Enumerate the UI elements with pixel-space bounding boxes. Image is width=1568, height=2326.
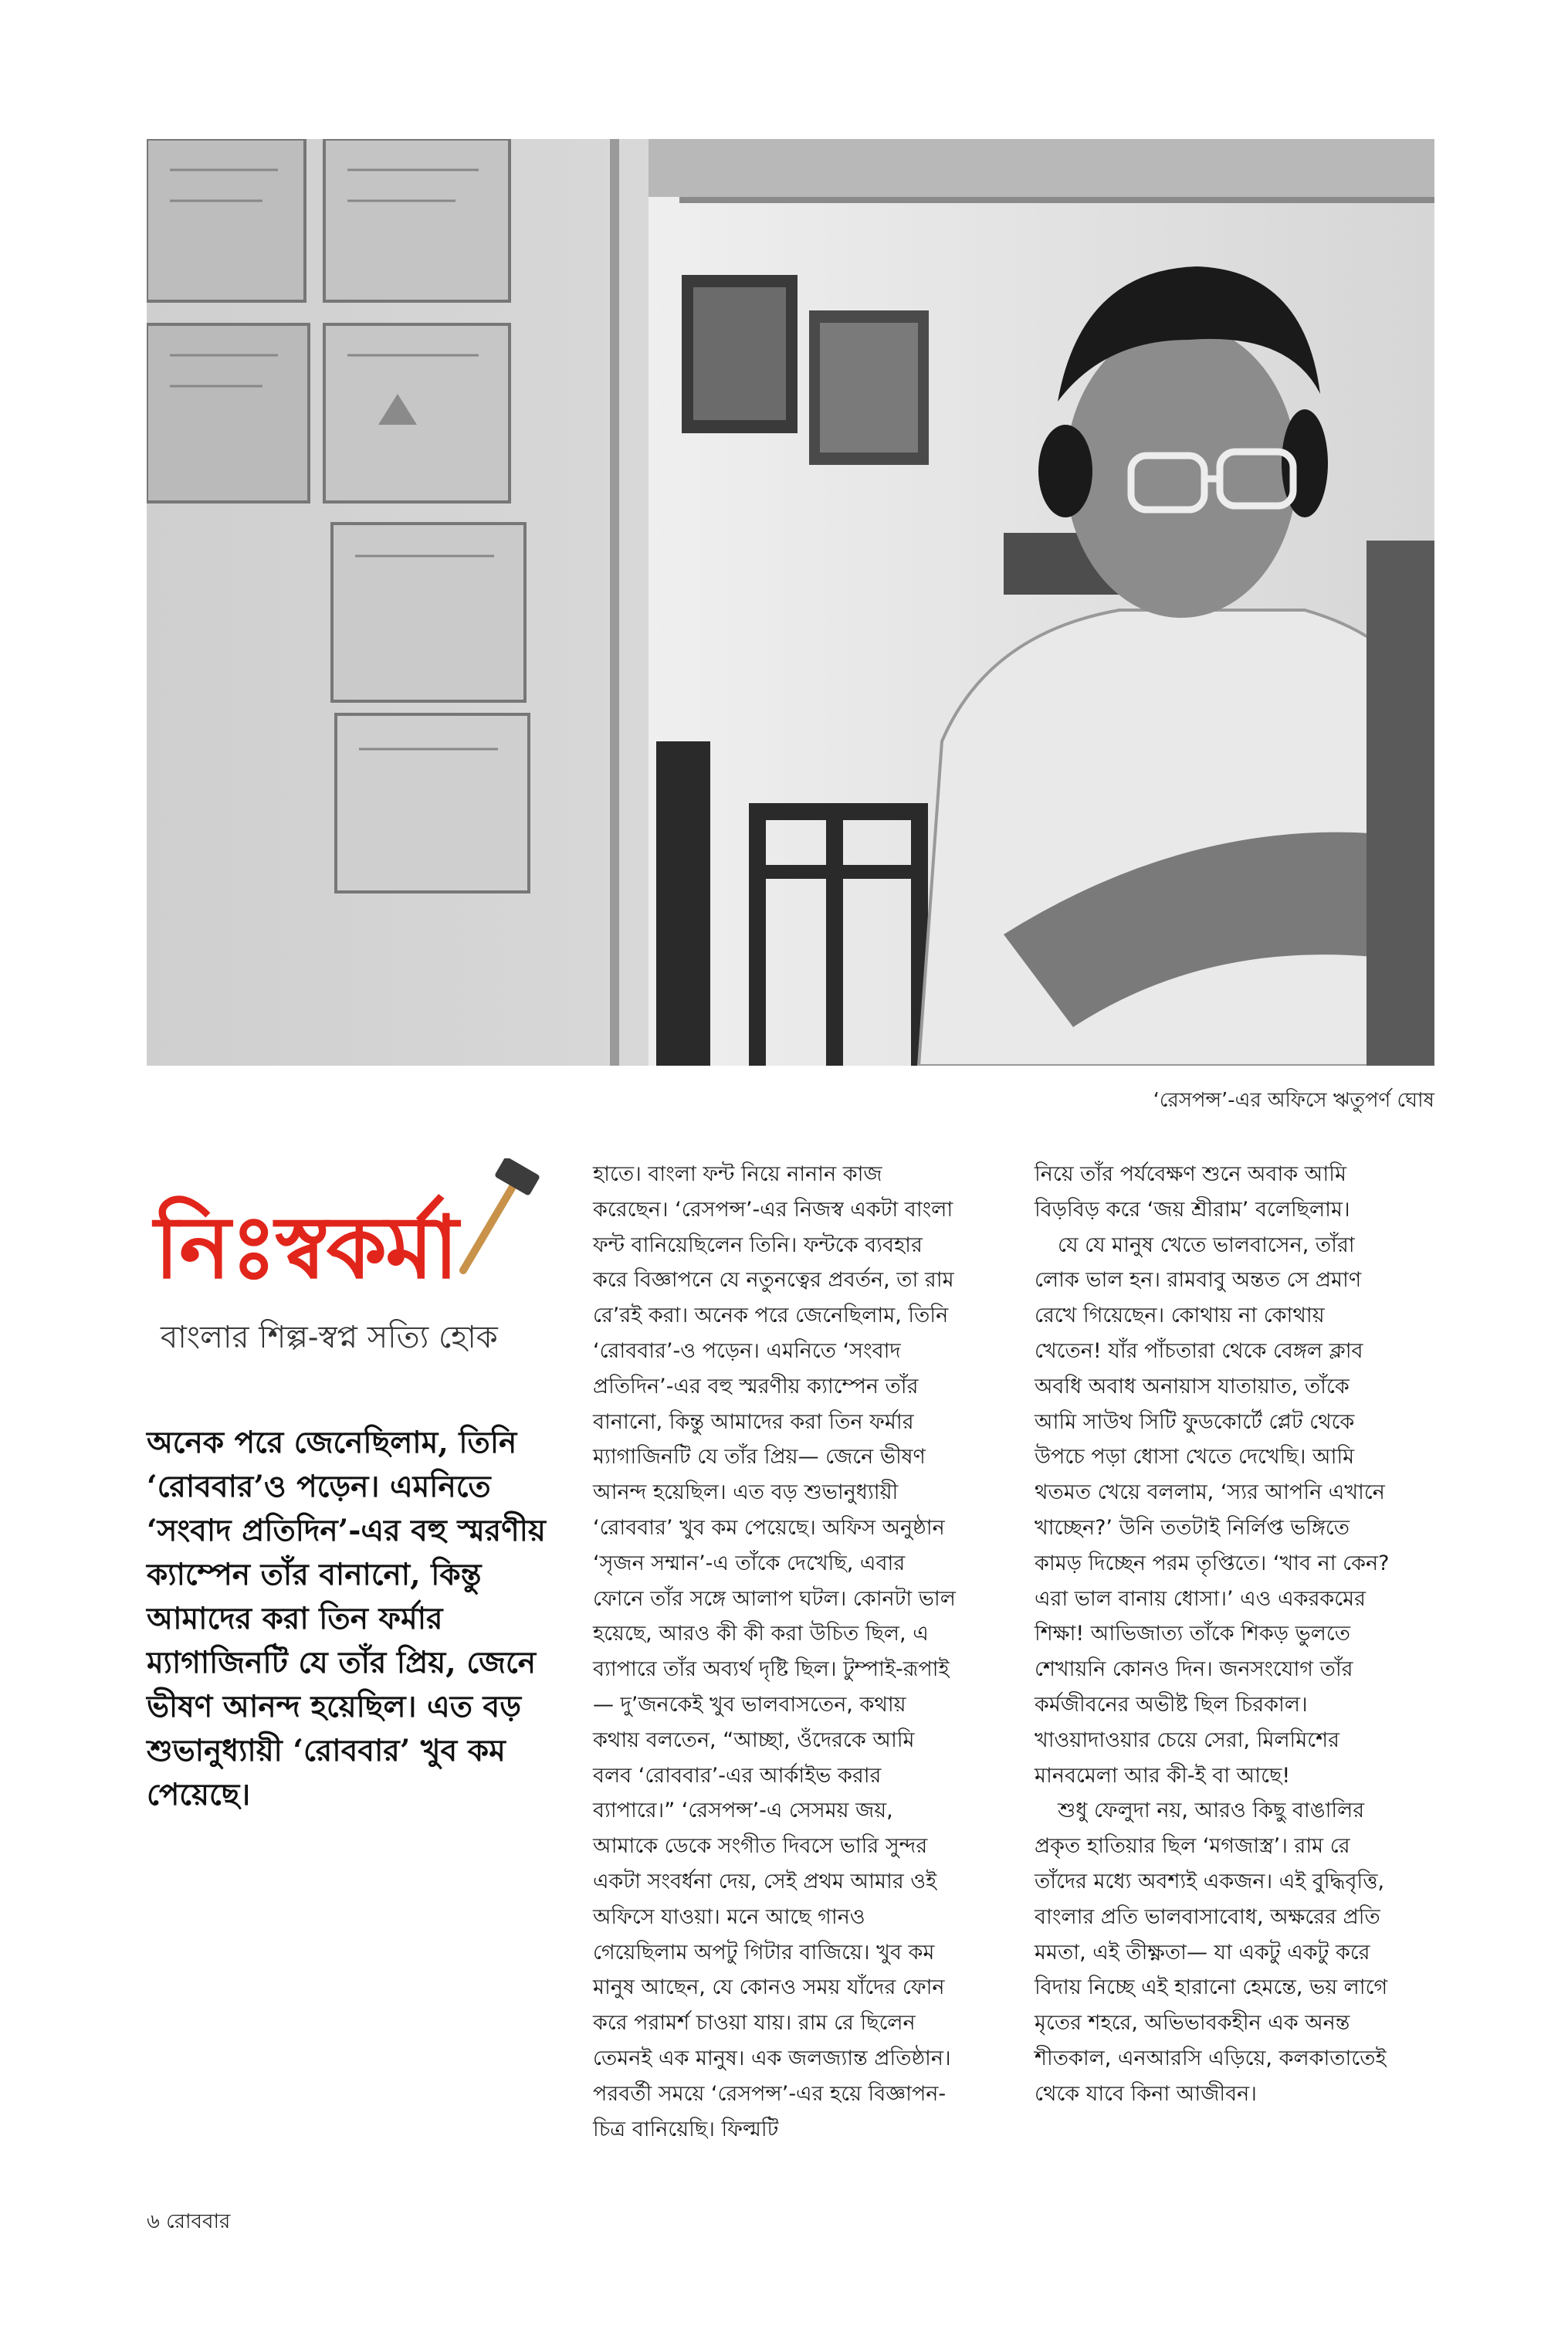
logo-tagline: বাংলার শিল্প-স্বপ্ন সত্যি হোক [161, 1320, 498, 1355]
article-column-1 [593, 1157, 956, 2147]
article-column-2 [1035, 1157, 1397, 2112]
photo-illustration [147, 139, 1434, 1066]
pull-quote: অনেক পরে জেনেছিলাম, তিনি ‘রোববার’ও পড়েন। এমনিতে ‘সংবাদ প্রতিদিন’-এর বহু স্মরণীয় ক্যাম্পেন তাঁর বানানো, কিন্তু আমাদের করা তিন ফর্মার ম্যাগাজিনটি যে তাঁর প্রিয়, জেনে ভীষণ আনন্দ হয়েছিল। এত বড় শুভানুধ্যায়ী ‘রোববার’ খুব কম পেয়েছে। [147, 1425, 546, 1812]
portrait-photo [147, 139, 1434, 1066]
page-folio: ৬ রোববার [147, 2210, 231, 2233]
column-logo [154, 1158, 556, 1359]
hammer-icon [448, 1158, 540, 1274]
article-paragraph: হাতে। বাংলা ফন্ট নিয়ে নানান কাজ করেছেন। ‘রেসপন্স’-এর নিজস্ব একটা বাংলা ফন্ট বানিয়েছিলেন তিনি। ফন্টকে ব্যবহার করে বিজ্ঞাপনে যে নতুনত্বের প্রবর্তন, তা রাম রে’রই করা। অনেক পরে জেনেছিলাম, তিনি ‘রোববার’-ও পড়েন। এমনিতে ‘সংবাদ প্রতিদিন’-এর বহু স্মরণীয় ক্যাম্পেন তাঁর বানানো, কিন্তু আমাদের করা তিন ফর্মার ম্যাগাজিনটি যে তাঁর প্রিয়— জেনে ভীষণ আনন্দ হয়েছিল। এত বড় শুভানুধ্যায়ী ‘রোববার’ খুব কম পেয়েছে। অফিস অনুষ্ঠান ‘সৃজন সম্মান’-এ তাঁকে দেখেছি, এবার ফোনে তাঁর সঙ্গে আলাপ ঘটল। কোনটা ভাল হয়েছে, আরও কী কী করা উচিত ছিল, এ ব্যাপারে তাঁর অব্যর্থ দৃষ্টি ছিল। টুম্পাই-রূপাই— দু’জনকেই খুব ভালবাসতেন, কথায় কথায় বলতেন, “আচ্ছা, ওঁদেরকে আমি বলব ‘রোববার’-এর আর্কাইভ করার ব্যাপারে।” ‘রেসপন্স’-এ সেসময় জয়, আমাকে ডেকে সংগীত দিবসে ভারি সুন্দর একটা সংবর্ধনা দেয়, সেই প্রথম আমার ওই অফিসে যাওয়া। মনে আছে গানও গেয়েছিলাম অপটু গিটার বাজিয়ে। খুব কম মানুষ আছেন, যে কোনও সময় যাঁদের ফোন করে পরামর্শ চাওয়া যায়। রাম রে ছিলেন তেমনই এক মানুষ। এক জলজ্যান্ত প্রতিষ্ঠান। পরবর্তী সময়ে ‘রেসপন্স’-এর হয়ে বিজ্ঞাপন-চিত্র বানিয়েছি। ফিল্মটি [593, 1162, 956, 2141]
article-paragraph: যে যে মানুষ খেতে ভালবাসেন, তাঁরা লোক ভাল হন। রামবাবু অন্তত সে প্রমাণ রেখে গিয়েছেন। কোথায় না কোথায় খেতেন! যাঁর পাঁচতারা থেকে বেঙ্গল ক্লাব অবধি অবাধ অনায়াস যাতায়াত, তাঁকে আমি সাউথ সিটি ফুডকোর্টে প্লেট থেকে উপচে পড়া ধোসা খেতে দেখেছি। আমি থতমত খেয়ে বললাম, ‘স্যর আপনি এখানে খাচ্ছেন?’ উনি ততটাই নির্লিপ্ত ভঙ্গিতে কামড় দিচ্ছেন পরম তৃপ্তিতে। ‘খাব না কেন? এরা ভাল বানায় ধোসা।’ এও একরকমের শিক্ষা! আভিজাত্য তাঁকে শিকড় ভুলতে শেখায়নি কোনও দিন। জনসংযোগ তাঁর কর্মজীবনের অভীষ্ট ছিল চিরকাল। খাওয়াদাওয়ার চেয়ে সেরা, মিলমিশের মানবমেলা আর কী-ই বা আছে! [1035, 1233, 1390, 1788]
photo-caption: ‘রেসপন্স’-এর অফিসে ঋতুপর্ণ ঘোষ [1153, 1089, 1434, 1112]
article-paragraph: শুধু ফেলুদা নয়, আরও কিছু বাঙালির প্রকৃত হাতিয়ার ছিল ‘মগজাস্ত্র’। রাম রে তাঁদের মধ্যে অবশ্যই একজন। এই বুদ্ধিবৃত্তি, বাংলার প্রতি ভালবাসাবোধ, অক্ষরের প্রতি মমতা, এই তীক্ষ্ণতা— যা একটু একটু করে বিদায় নিচ্ছে এই হারানো হেমন্তে, ভয় লাগে মৃতের শহরে, অভিভাবকহীন এক অনন্ত শীতকাল, এনআরসি এড়িয়ে, কলকাতাতেই থেকে যাবে কিনা আজীবন। [1035, 1799, 1388, 2106]
article-paragraph: নিয়ে তাঁর পর্যবেক্ষণ শুনে অবাক আমি বিড়বিড় করে ‘জয় শ্রীরাম’ বলেছিলাম। [1035, 1162, 1350, 1222]
logo-title: নিঃস্বকর্মা [154, 1198, 457, 1298]
